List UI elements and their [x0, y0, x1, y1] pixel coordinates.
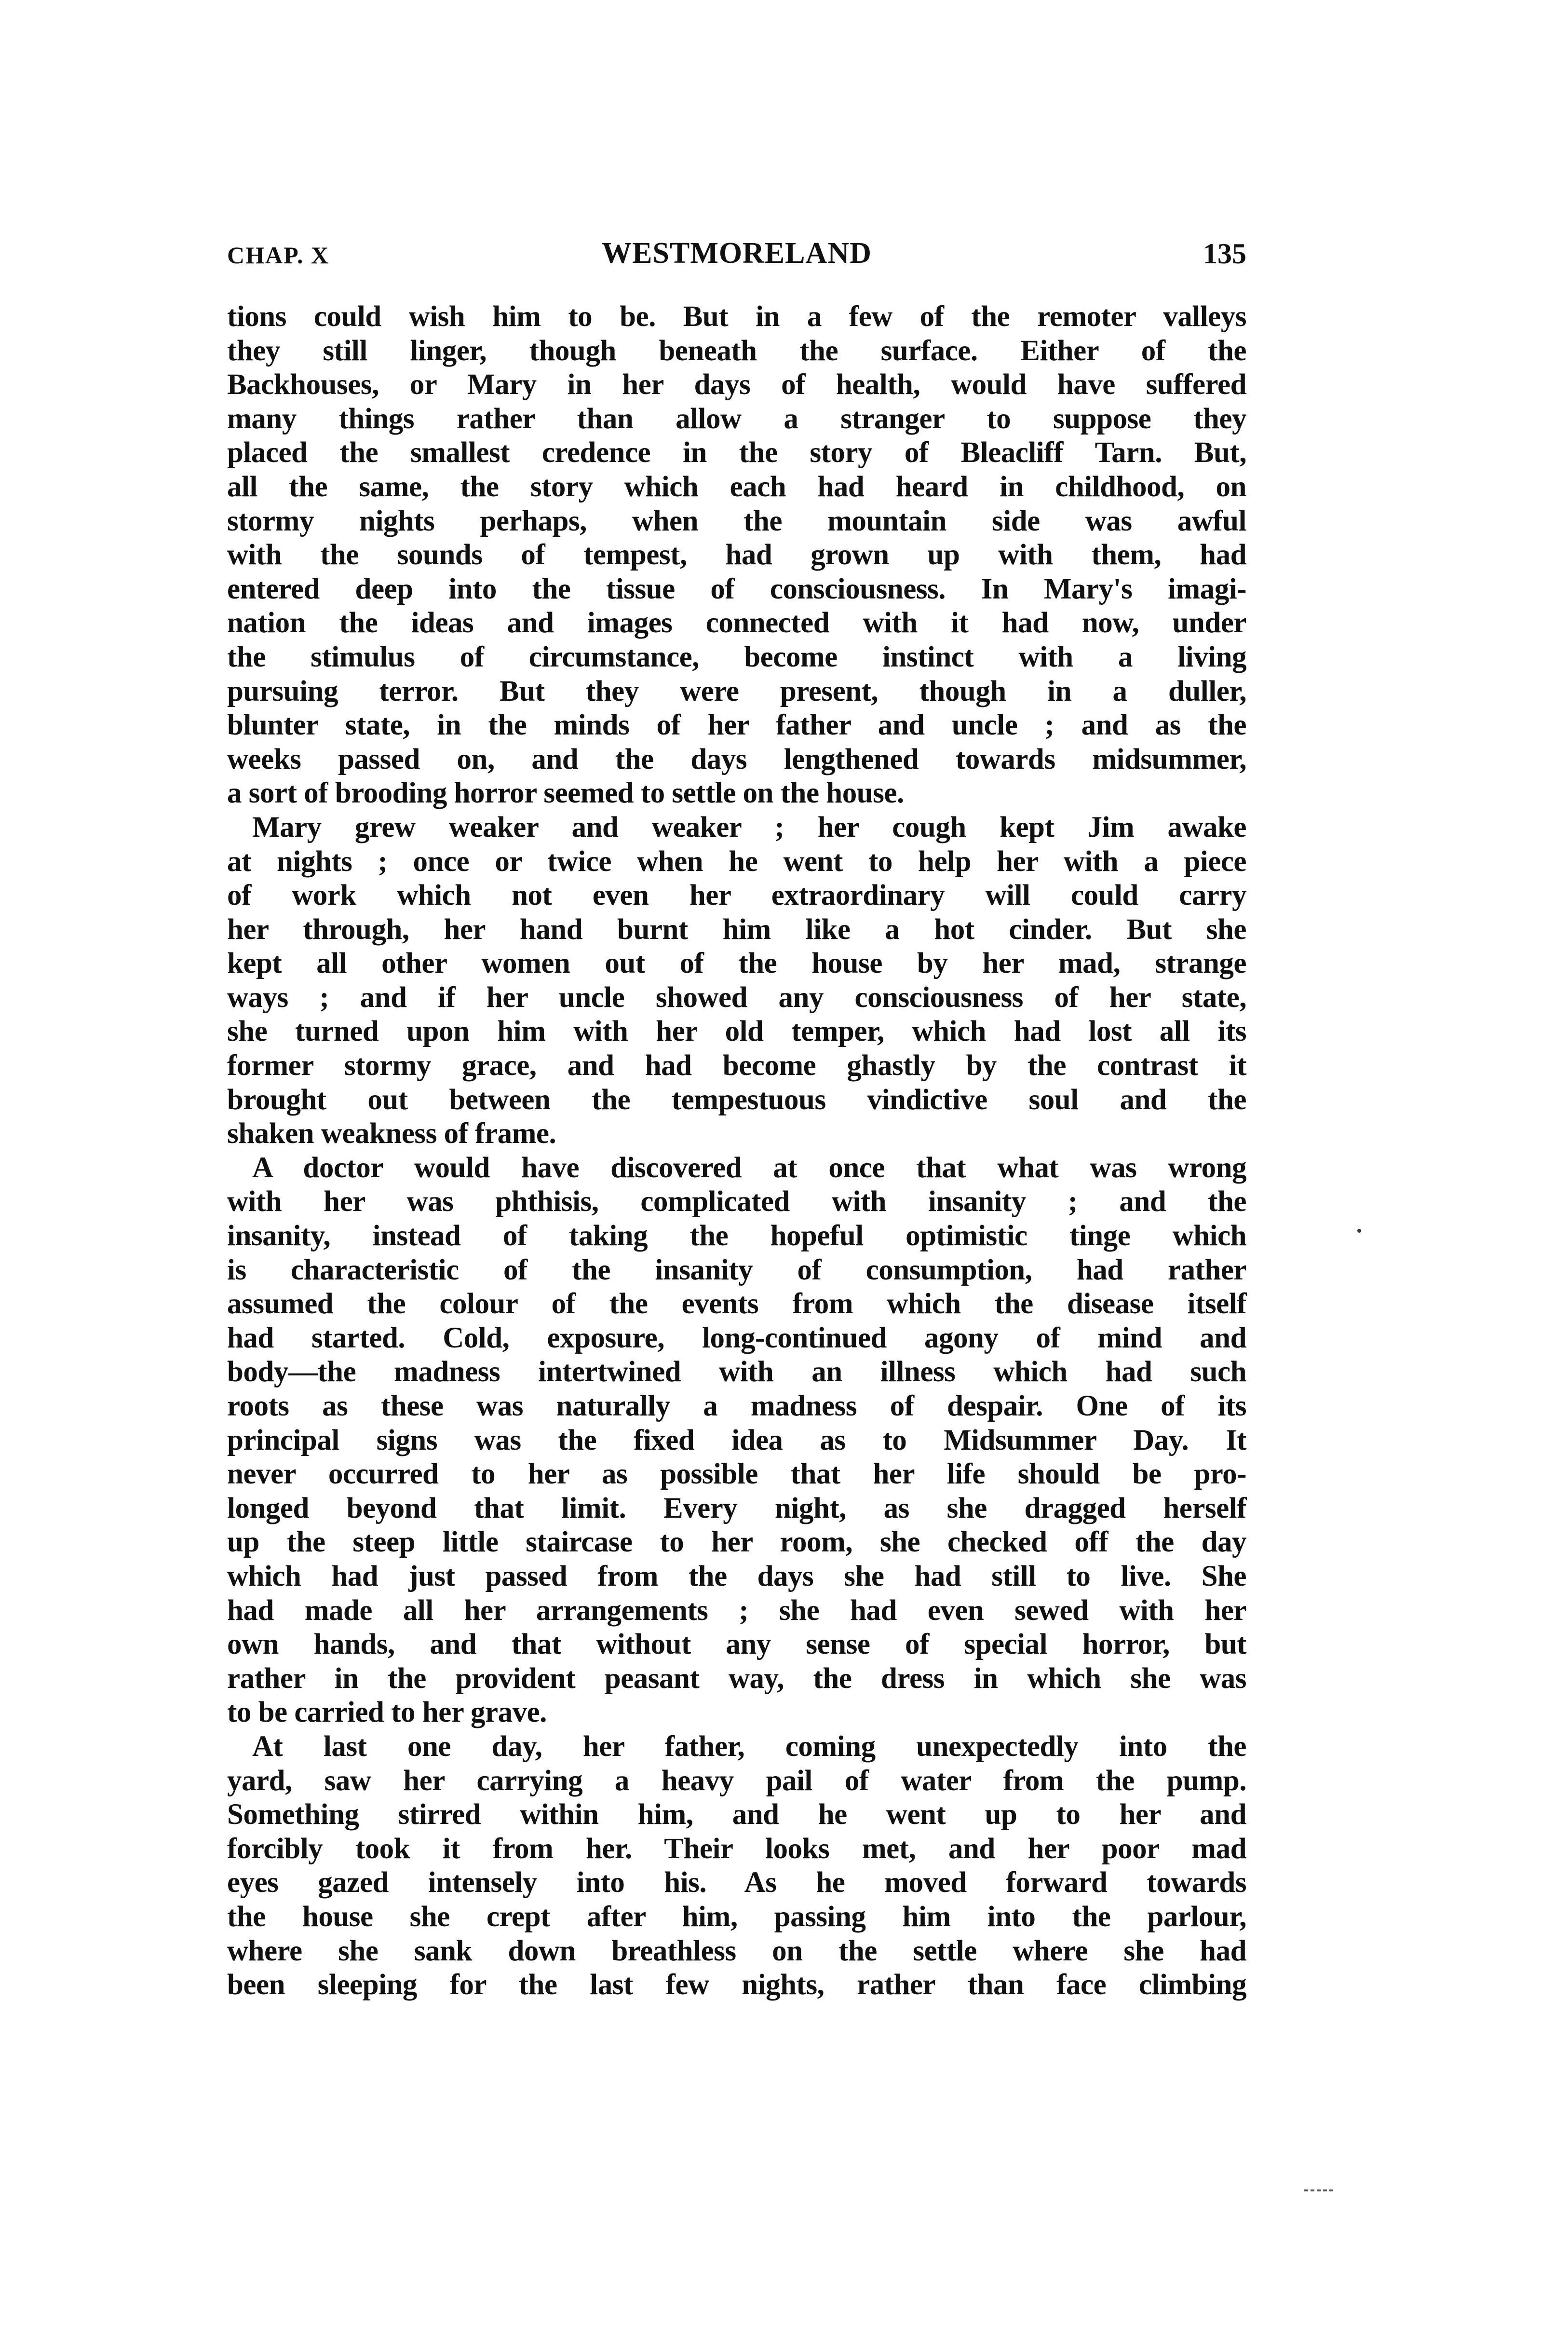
- text-line: tions could wish him to be. But in a few of the remoter valleys: [227, 300, 1246, 333]
- text-line: where she sank down breathless on the settle where she had: [227, 1934, 1246, 1967]
- text-line: which had just passed from the days she had still to live. She: [227, 1560, 1246, 1592]
- text-line: kept all other women out of the house by her mad, strange: [227, 947, 1246, 980]
- page-number: 135: [1203, 238, 1246, 270]
- text-line: many things rather than allow a stranger to suppose they: [227, 402, 1246, 435]
- text-line: a sort of brooding horror seemed to settle on the house.: [227, 777, 904, 810]
- text-line: placed the smallest credence in the story of Bleacliff Tarn. But,: [227, 436, 1246, 469]
- text-line: stormy nights perhaps, when the mountain side was awful: [227, 504, 1246, 537]
- text-line: A doctor would have discovered at once that what was wrong: [252, 1151, 1246, 1184]
- scan-mark: [1304, 2189, 1333, 2193]
- text-line: Backhouses, or Mary in her days of health, would have suffered: [227, 368, 1246, 401]
- text-line: she turned upon him with her old temper, which had lost all its: [227, 1015, 1246, 1048]
- text-line: rather in the provident peasant way, the dress in which she was: [227, 1662, 1246, 1695]
- text-line: the stimulus of circumstance, become instinct with a living: [227, 640, 1246, 673]
- text-line: the house she crept after him, passing him into the parlour,: [227, 1900, 1246, 1933]
- text-line: longed beyond that limit. Every night, as she dragged herself: [227, 1492, 1246, 1524]
- text-line: entered deep into the tissue of consciousness. In Mary's imagi-: [227, 572, 1246, 605]
- paragraph: [227, 1151, 1246, 1730]
- chapter-label: CHAP. X: [227, 242, 330, 269]
- text-line: is characteristic of the insanity of consumption, had rather: [227, 1253, 1246, 1286]
- text-line: ways ; and if her uncle showed any consciousness of her state,: [227, 981, 1246, 1014]
- text-line: nation the ideas and images connected with it had now, under: [227, 607, 1246, 639]
- paragraph: [227, 811, 1246, 1151]
- text-line: principal signs was the fixed idea as to Midsummer Day. It: [227, 1424, 1246, 1456]
- text-line: Something stirred within him, and he went up to her and: [227, 1798, 1246, 1831]
- text-line: all the same, the story which each had heard in childhood, on: [227, 470, 1246, 503]
- running-head: [227, 236, 1246, 275]
- text-line: own hands, and that without any sense of special horror, but: [227, 1628, 1246, 1661]
- text-line: roots as these was naturally a madness of despair. One of its: [227, 1390, 1246, 1422]
- text-line: up the steep little staircase to her room, she checked off the day: [227, 1526, 1246, 1559]
- text-line: yard, saw her carrying a heavy pail of water from the pump.: [227, 1764, 1246, 1797]
- body-text: [227, 300, 1246, 2002]
- text-line: insanity, instead of taking the hopeful optimistic tinge which: [227, 1220, 1246, 1252]
- text-line: At last one day, her father, coming unexpectedly into the: [252, 1730, 1246, 1763]
- text-line: of work which not even her extraordinary will could carry: [227, 879, 1246, 912]
- text-line: Mary grew weaker and weaker ; her cough kept Jim awake: [252, 811, 1246, 843]
- text-line: shaken weakness of frame.: [227, 1117, 556, 1150]
- text-line: eyes gazed intensely into his. As he moved forward towards: [227, 1866, 1246, 1899]
- text-line: at nights ; once or twice when he went to help her with a piece: [227, 845, 1246, 878]
- text-line: blunter state, in the minds of her father and uncle ; and as the: [227, 709, 1246, 742]
- paragraph: [227, 300, 1246, 811]
- text-line: with her was phthisis, complicated with insanity ; and the: [227, 1185, 1246, 1218]
- text-line: her through, her hand burnt him like a hot cinder. But she: [227, 913, 1246, 946]
- text-line: pursuing terror. But they were present, though in a duller,: [227, 675, 1246, 707]
- text-line: weeks passed on, and the days lengthened towards midsummer,: [227, 743, 1246, 775]
- text-line: they still linger, though beneath the surface. Either of the: [227, 334, 1246, 367]
- text-line: with the sounds of tempest, had grown up with them, had: [227, 539, 1246, 571]
- text-line: forcibly took it from her. Their looks met, and her poor mad: [227, 1832, 1246, 1865]
- text-line: brought out between the tempestuous vindictive soul and the: [227, 1083, 1246, 1116]
- running-title: WESTMORELAND: [602, 237, 872, 270]
- text-line: body—the madness intertwined with an illness which had such: [227, 1356, 1246, 1388]
- paragraph: [227, 1730, 1246, 2002]
- scan-speck: [1357, 1229, 1361, 1233]
- text-line: had made all her arrangements ; she had even sewed with her: [227, 1594, 1246, 1627]
- text-line: never occurred to her as possible that her life should be pro-: [227, 1458, 1246, 1491]
- text-line: assumed the colour of the events from which the disease itself: [227, 1288, 1246, 1320]
- text-line: to be carried to her grave.: [227, 1696, 547, 1729]
- text-line: had started. Cold, exposure, long-continued agony of mind and: [227, 1321, 1246, 1354]
- text-line: been sleeping for the last few nights, rather than face climbing: [227, 1969, 1246, 2001]
- text-line: former stormy grace, and had become ghastly by the contrast it: [227, 1049, 1246, 1082]
